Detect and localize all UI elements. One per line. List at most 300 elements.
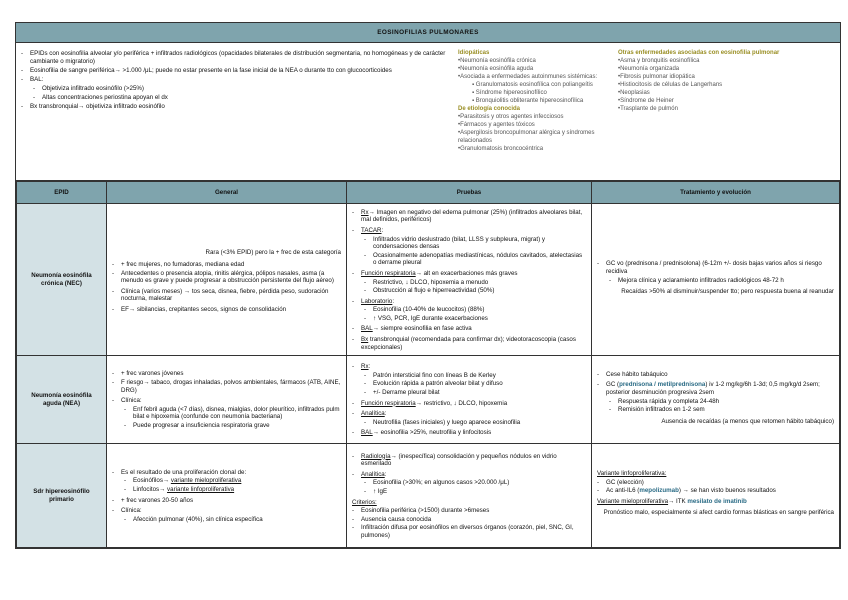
item-text (361, 298, 394, 306)
item-text (121, 288, 341, 303)
item-text (361, 507, 489, 515)
item-text (361, 410, 386, 418)
item-text (373, 380, 503, 388)
text-segment: Infiltración difusa por eosinófilos en diversos órganos (corazón, piel, SNC, GI, pulmones) (361, 524, 574, 539)
note-text (597, 509, 834, 517)
text-segment: → (inespecífica) consolidación y pequeños nódulos en vidrio esmerilado (361, 452, 557, 468)
text-segment: : (368, 363, 371, 371)
text-segment: transbronquial (recomendada para confirmar dx); videotoracoscopia (casos excepcionales) (361, 336, 576, 351)
item-text (133, 486, 234, 494)
bullet-icon: - (124, 421, 127, 429)
list-item (352, 524, 586, 539)
text-segment: Puede progresar a insuficiencia respiratoria grave (133, 421, 270, 429)
list-item (597, 498, 834, 506)
header-pruebas: Pruebas (347, 182, 592, 204)
item-text (373, 236, 586, 251)
text-segment: Neutrofilia (fases iniciales) y luego aparece eosinofilia (373, 418, 521, 426)
list-item (352, 279, 586, 287)
bullet-icon: - (21, 50, 24, 57)
list-item (352, 372, 586, 380)
bullet-icon: - (364, 251, 367, 259)
text-segment: ) iv 1-2 mg/kg/6h 1-3d; 0,5 mg/kg/d 2sem; posterior desminución progresiva 2sem (606, 381, 820, 396)
item-text (42, 94, 168, 102)
bullet-icon: - (597, 478, 600, 486)
list-item (352, 252, 586, 267)
bullet-icon: - (112, 507, 115, 515)
underlined-term: Variante mieloproliferativa (597, 497, 669, 505)
item-text (661, 418, 834, 425)
bullet-icon: - (364, 314, 367, 322)
text-segment: Eosinófilos→ (133, 477, 171, 485)
list-item (352, 287, 586, 295)
text-segment: + frec varones jóvenes (121, 370, 184, 378)
list-item (352, 507, 586, 515)
text-segment: Afección pulmonar (40%), sin clínica específica (133, 515, 263, 523)
list-item (112, 422, 341, 430)
drug-name: prednisona / metilprednisona (619, 381, 706, 389)
item-text (606, 487, 776, 495)
text-segment: Ausencia de recaídas (a menos que retomen hábito tabáquico) (661, 417, 834, 425)
item-text (373, 315, 488, 323)
underlined-term: Analítica (361, 470, 385, 478)
list-item (597, 277, 834, 285)
text-segment: : (381, 226, 384, 234)
bullet-icon: - (112, 269, 115, 277)
text-segment: ↑ VSG, PCR, IgE durante exacerbaciones (373, 314, 488, 322)
text-segment: → ITK (668, 497, 688, 505)
bullet-icon: - (364, 278, 367, 286)
item-text (361, 429, 491, 437)
bullet-icon: - (352, 297, 355, 305)
list-item (112, 288, 341, 303)
list-item (352, 429, 586, 437)
bullet-icon: - (352, 208, 355, 216)
list-item (352, 209, 586, 224)
underlined-term: Rx (361, 208, 369, 216)
list-item (597, 381, 834, 396)
epid-cell: Neumonía eosinófila crónica (NEC) (17, 204, 107, 356)
bullet-icon: - (112, 379, 115, 387)
text-segment: Eosinofilia de sangre periférica→ >1.000 /μL; puede no estar presente en la fase inicial de la NEA o durante tto con glucocorticoides (30, 67, 392, 74)
text-segment: : (392, 297, 395, 305)
text-segment: +/- Derrame pleural bilat (373, 388, 440, 396)
tratamiento-cell (592, 204, 840, 356)
item-text (597, 498, 747, 505)
text-segment: Clínica: (121, 507, 142, 515)
list-item (597, 398, 834, 406)
intro-bullets (21, 49, 461, 111)
item-text (373, 306, 484, 314)
bullet-icon: - (33, 94, 36, 101)
text-segment: Es el resultado de una proliferación clonal de: (121, 468, 247, 476)
bullet-icon: - (124, 515, 127, 523)
intro-section (16, 43, 840, 181)
list-item: •Granulomatosis broncocéntrica (458, 146, 544, 152)
item-text (121, 497, 193, 505)
bullet-icon: - (21, 67, 24, 74)
bullet-icon: - (609, 397, 612, 405)
text-segment: Cese hábito tabáquico (606, 370, 668, 378)
bullet-icon: - (364, 380, 367, 388)
note-text (597, 288, 834, 296)
list-item (352, 298, 586, 306)
item-text (373, 279, 488, 287)
text-segment: GC vo (prednisona / prednisolona) (6-12m +/- dosis bajas varios años si riesgo recidiva (606, 260, 822, 275)
text-segment: → restrictivo, ↓ DLCO, hipoxemia (415, 399, 508, 407)
list-item (21, 94, 461, 102)
item-text (361, 524, 586, 539)
list-item (352, 306, 586, 314)
item-text (133, 477, 241, 485)
item-text (373, 287, 494, 295)
text-segment: Ac anti-IL6 ( (606, 487, 640, 495)
text-segment: Eosinofilia (>30%; en algunos casos >20.000 /μL) (373, 479, 510, 487)
item-text (121, 507, 142, 515)
item-text (361, 516, 431, 524)
item-text (121, 270, 341, 285)
item-text (621, 288, 834, 295)
document-sheet (15, 22, 841, 549)
underlined-term: TACAR (361, 226, 382, 234)
list-item: •Parasitosis y otros agentes infecciosos (458, 114, 564, 120)
list-item (112, 270, 341, 285)
bullet-icon: - (597, 260, 600, 268)
text-segment: Recaídas >50% al disminuir/suspender tto; pero respuesta buena al reanudar (621, 288, 834, 296)
item-text (361, 325, 472, 333)
item-text (373, 252, 586, 267)
list-item (112, 370, 341, 378)
bullet-icon: - (609, 276, 612, 284)
list-item: •Neoplasias (618, 90, 650, 96)
list-item: •Aspergilosis broncopulmonar alérgica y síndromes relacionados (458, 130, 595, 144)
item-text (121, 261, 244, 269)
underlined-term: Radiología (361, 452, 391, 460)
item-text (361, 270, 518, 278)
text-segment: → Imagen en negativo del edema pulmonar (25%) (infiltrados alveolares bilat, mal definidos, periféricos) (361, 208, 583, 224)
item-text (618, 406, 705, 414)
text-segment: ↑ IgE (373, 487, 388, 495)
idiopaticas-heading: Idiopáticas (458, 50, 490, 56)
underlined-term: Bx (361, 336, 369, 344)
table-row (17, 356, 840, 444)
text-segment: → alt en exacerbaciones más graves (415, 269, 518, 277)
item-text (121, 469, 246, 477)
item-text (133, 406, 341, 421)
list-item: •Neumonía organizada (618, 66, 680, 72)
list-item: •Trasplante de pulmón (618, 106, 678, 112)
bullet-icon: - (597, 487, 600, 495)
header-tratamiento: Tratamiento y evolución (592, 182, 840, 204)
text-segment: : (384, 470, 387, 478)
bullet-icon: - (352, 363, 355, 371)
tratamiento-cell (592, 444, 840, 548)
text-segment: Mejora clínica y aclaramiento infiltrados radiológicos 48-72 h (618, 276, 784, 284)
bullet-icon: - (21, 76, 24, 83)
general-cell (107, 204, 347, 356)
item-text (121, 370, 183, 378)
text-segment: Linfocitos→ (133, 485, 168, 493)
table-row (17, 444, 840, 548)
item-text (361, 471, 386, 479)
item-text (373, 372, 496, 380)
bullet-icon: - (112, 305, 115, 313)
list-item (352, 410, 586, 418)
list-item (597, 470, 834, 478)
bullet-icon: - (364, 418, 367, 426)
list-item (112, 507, 341, 515)
item-text (606, 479, 644, 487)
list-item (352, 236, 586, 251)
text-segment: GC (elección) (606, 478, 644, 486)
text-segment: Bx transbronquial→ objetiviza infiltrado eosinófilo (30, 103, 165, 110)
list-item: ▪ Granulomatosis eosinofílica con poliangeítis (472, 82, 593, 88)
bullet-icon: - (364, 388, 367, 396)
item-text (133, 516, 263, 524)
list-item (352, 270, 586, 278)
text-segment: Remisión infiltrados en 1-2 sem (618, 406, 705, 414)
item-text (205, 249, 341, 256)
item-text (121, 306, 286, 314)
bullet-icon: - (364, 235, 367, 243)
list-item (112, 406, 341, 421)
bullet-icon: - (112, 261, 115, 269)
otras-list (618, 57, 838, 113)
pruebas-cell (347, 356, 592, 444)
text-segment: : (384, 410, 387, 418)
bullet-icon: - (352, 336, 355, 344)
text-segment: GC ( (606, 381, 620, 389)
list-item (352, 499, 586, 507)
text-segment: EPIDs con eosinofilia alveolar y/o periférica + infiltrados radiológicos (opacidades bilaterales de distribución segmentaria, no homogéneas y de carácter cambiante o migratorio) (30, 50, 446, 65)
text-segment: Evolución rápida a patrón alveolar bilat y difuso (373, 380, 503, 388)
list-item (352, 453, 586, 468)
list-item (352, 479, 586, 487)
bullet-icon: - (352, 325, 355, 333)
bullet-icon: - (124, 405, 127, 413)
bullet-icon: - (352, 515, 355, 523)
header-epid: EPID (17, 182, 107, 204)
item-text (606, 381, 834, 396)
item-text (121, 379, 341, 394)
list-item (21, 50, 461, 66)
text-segment: Ausencia causa conocida (361, 515, 432, 523)
list-item (112, 477, 341, 485)
conocida-list (458, 113, 618, 153)
underlined-term: Laboratorio (361, 297, 393, 305)
list-item (112, 379, 341, 394)
item-text (133, 422, 270, 430)
underlined-term: BAL (361, 325, 373, 333)
list-item (597, 371, 834, 379)
bullet-icon: - (364, 306, 367, 314)
list-item (352, 227, 586, 235)
bullet-icon: - (124, 477, 127, 485)
text-segment: → eosinofilia >25%, neutrofilia y linfocitosis (372, 429, 492, 437)
text-segment: Antecedentes o presencia atopia, rinitis alérgica, pólipos nasales, asma (a menudo es grave y puede progresar a obstrucción persistente del flujo aéreo) (121, 269, 334, 285)
list-item (112, 469, 341, 477)
item-text (42, 85, 144, 93)
text-segment: Ocasionalmente adenopatías mediastínicas, nódulos cavitados, atelectasias o derrame pleural (373, 251, 583, 267)
bullet-icon: - (124, 485, 127, 493)
general-cell (107, 444, 347, 548)
bullet-icon: - (352, 226, 355, 234)
otras-heading: Otras enfermedades asociadas con eosinofilia pulmonar (618, 50, 780, 56)
underlined-term: Analítica (361, 410, 385, 418)
text-segment: Infiltrados vidrio deslustrado (bilat, LLSS y subpleura, migrat) y condensaciones densas (373, 235, 545, 251)
text-segment: Clínica: (121, 397, 142, 405)
list-item: •Neumonía eosinófila crónica (458, 58, 536, 64)
bullet-icon: - (352, 507, 355, 515)
underlined-term: Función respiratoria (361, 269, 416, 277)
text-segment: + frec varones 20-50 años (121, 496, 194, 504)
item-text (361, 227, 383, 235)
general-cell (107, 356, 347, 444)
item-text (604, 509, 834, 516)
item-text (373, 479, 509, 487)
drug-name: mesilato de imatinib (687, 497, 747, 505)
list-item (597, 479, 834, 487)
pruebas-cell (347, 204, 592, 356)
list-item (352, 389, 586, 397)
conocida-heading: De etiología conocida (458, 106, 521, 112)
item-text (30, 76, 43, 84)
list-item (352, 380, 586, 388)
list-item: •Histiocitosis de células de Langerhans (618, 82, 723, 88)
list-item (21, 85, 461, 93)
list-item (112, 486, 341, 494)
list-item (597, 260, 834, 275)
classification-primary (458, 49, 618, 153)
underlined-term: variante linfoproliferativa (167, 485, 235, 493)
item-text (30, 67, 392, 75)
item-text (361, 363, 370, 371)
item-text (597, 470, 666, 477)
text-segment: Objetiviza infiltrado eosinófilo (>25%) (42, 85, 144, 92)
text-segment: Clínica (varios meses) → tos seca, disnea, fiebre, pérdida peso, sudoración nocturna, malestar (121, 287, 329, 303)
list-item (597, 406, 834, 414)
text-segment: Patrón intersticial fino con líneas B de Kerley (373, 371, 496, 379)
underlined-term: BAL (361, 429, 373, 437)
bullet-icon: - (352, 452, 355, 460)
list-item (112, 497, 341, 505)
drug-name: mepolizumab (639, 487, 679, 495)
text-segment: ) → se han visto buenos resultados (678, 487, 776, 495)
list-item (352, 471, 586, 479)
bullet-icon: - (352, 410, 355, 418)
list-item (21, 76, 461, 84)
bullet-icon: - (364, 371, 367, 379)
bullet-icon: - (352, 524, 355, 532)
list-item (112, 261, 341, 269)
bullet-icon: - (352, 399, 355, 407)
list-item: ▪ Síndrome hipereosinofílico (472, 90, 547, 96)
bullet-icon: - (352, 269, 355, 277)
bullet-icon: - (364, 487, 367, 495)
pruebas-cell (347, 444, 592, 548)
note-text (112, 249, 341, 257)
item-text (121, 397, 142, 405)
item-text (361, 453, 586, 468)
list-item: •Síndrome de Heiner (618, 98, 674, 104)
list-item (352, 325, 586, 333)
underlined-term: Rx (361, 363, 369, 371)
item-text (373, 419, 520, 427)
text-segment: Eosinofilia (10-40% de leucocitos) (88%) (373, 306, 485, 314)
list-item (352, 488, 586, 496)
list-item (112, 306, 341, 314)
table-header-row (17, 182, 840, 204)
bullet-icon: - (364, 479, 367, 487)
item-text (618, 277, 784, 285)
list-item (352, 516, 586, 524)
list-item (597, 487, 834, 495)
underlined-term: Variante linfoproliferativa: (597, 470, 667, 478)
note-text (597, 418, 834, 426)
text-segment: → siempre eosinofilia en fase activa (372, 325, 472, 333)
bullet-icon: - (33, 85, 36, 92)
page-title: EOSINOFILIAS PULMONARES (16, 23, 840, 43)
text-segment: Rara (<3% EPID) pero la + frec de esta categoría (205, 249, 341, 257)
text-segment: Respuesta rápida y completa 24-48h (618, 397, 720, 405)
list-item (352, 315, 586, 323)
bullet-icon: - (597, 381, 600, 389)
list-item: ▪ Bronquiolitis obliterante hipereosinofílica (472, 98, 584, 104)
list-item (112, 516, 341, 524)
item-text (361, 209, 586, 224)
list-item: •Asociada a enfermedades autoinmunes sistémicas: (458, 74, 598, 80)
list-item: •Fibrosis pulmonar idiopática (618, 74, 695, 80)
text-segment: + frec mujeres, no fumadoras, mediana edad (121, 261, 245, 269)
idiopaticas-list (458, 57, 618, 81)
list-item: •Fármacos y agentes tóxicos (458, 122, 535, 128)
epid-cell: Sdr hipereosinófilo primario (17, 444, 107, 548)
text-segment: Pronóstico malo, especialmente si afect cardio formas blásticas en sangre periférica (603, 509, 834, 517)
list-item: •Neumonía eosinófila aguda (458, 66, 534, 72)
text-segment: Eosinofilia periférica (>1500) durante >6meses (361, 507, 490, 515)
item-text (373, 389, 440, 397)
text-segment: Obstrucción al flujo e hiperreactividad (50%) (373, 287, 495, 295)
item-text (361, 400, 507, 408)
header-general: General (107, 182, 347, 204)
bullet-icon: - (112, 287, 115, 295)
tratamiento-cell (592, 356, 840, 444)
item-text (606, 371, 668, 379)
list-item (352, 419, 586, 427)
bullet-icon: - (21, 103, 24, 110)
classification-other (618, 49, 838, 113)
list-item (21, 67, 461, 75)
underlined-term: Criterios: (352, 498, 377, 506)
bullet-icon: - (112, 370, 115, 378)
list-item (352, 400, 586, 408)
item-text (30, 50, 461, 66)
list-item: •Asma y bronquitis eosinofílica (618, 58, 700, 64)
item-text (352, 499, 377, 506)
text-segment: Altas concentraciones periostina apoyan el dx (42, 94, 168, 101)
bullet-icon: - (364, 287, 367, 295)
idiopaticas-sublist (458, 81, 618, 105)
table-row (17, 204, 840, 356)
epid-cell: Neumonía eosinófila aguda (NEA) (17, 356, 107, 444)
text-segment: EF→ sibilancias, crepitantes secos, signos de consolidación (121, 305, 287, 313)
text-segment: Enf febril aguda (<7 días), disnea, mialgias, dolor pleurítico, infiltrados pulm bilat e hipoxemia (confunde con neumonía bacteriana) (133, 405, 340, 421)
item-text (606, 260, 834, 275)
bullet-icon: - (112, 468, 115, 476)
text-segment: Restrictivo, ↓ DLCO, hipoxemia a menudo (373, 278, 489, 286)
bullet-icon: - (352, 429, 355, 437)
text-segment: F riesgo→ tabaco, drogas inhaladas, polvos ambientales, fármacos (ATB, AINE, DRG) (121, 379, 341, 394)
bullet-icon: - (352, 470, 355, 478)
